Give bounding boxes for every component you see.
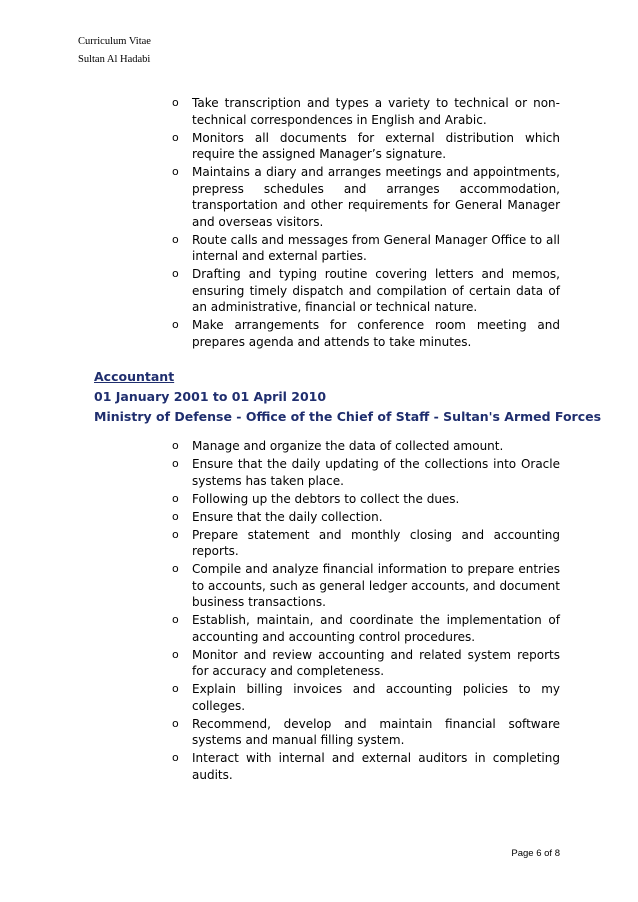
list-item-text: Prepare statement and monthly closing and accounting reports. [192, 527, 560, 558]
bullet-marker: o [172, 751, 179, 764]
page-number: Page 6 of 8 [511, 848, 560, 859]
bullet-marker: o [172, 562, 179, 575]
bullet-marker: o [172, 96, 179, 109]
header-author-name: Sultan Al Hadabi [78, 54, 151, 65]
list-item [170, 266, 560, 316]
list-item [170, 681, 560, 714]
bullet-marker: o [172, 232, 179, 246]
job-dates: 01 January 2001 to 01 April 2010 [94, 389, 327, 404]
list-item-text: Compile and analyze financial information to prepare entries to accounts, such as general ledger accounts, and document business transactions. [192, 562, 560, 609]
bullet-marker: o [172, 716, 179, 730]
list-item-text: Establish, maintain, and coordinate the implementation of accounting and accounting control procedures. [192, 613, 560, 644]
job-section-accountant [94, 367, 601, 427]
list-item [170, 456, 560, 489]
list-item [170, 750, 560, 783]
list-item [170, 527, 560, 560]
list-item-text: Monitors all documents for external distribution which require the assigned Manager’s signature. [192, 130, 560, 161]
bullet-marker: o [172, 647, 179, 661]
list-item-text: Drafting and typing routine covering letters and memos, ensuring timely dispatch and compilation of certain data of an administrative, financial or technical nature. [192, 267, 560, 314]
list-item-text: Explain billing invoices and accounting policies to my colleges. [192, 682, 560, 713]
bullet-marker: o [172, 267, 179, 280]
accountant-duties-list [170, 438, 560, 785]
bullet-marker: o [172, 491, 179, 505]
list-item [170, 561, 560, 611]
list-item [170, 647, 560, 680]
bullet-marker: o [172, 130, 179, 144]
job-title: Accountant [94, 369, 175, 384]
list-item [170, 438, 560, 455]
job-employer: Ministry of Defense - Office of the Chief of Staff - Sultan's Armed Forces [94, 409, 602, 424]
list-item [170, 317, 560, 350]
bullet-marker: o [172, 613, 179, 626]
list-item [170, 491, 560, 508]
list-item [170, 612, 560, 645]
page-header [78, 33, 151, 69]
list-item-text: Ensure that the daily updating of the collections into Oracle systems has taken place. [192, 457, 560, 488]
list-item [170, 95, 560, 128]
bullet-marker: o [172, 509, 179, 523]
list-item [170, 232, 560, 265]
previous-duties-list [170, 95, 560, 352]
list-item-text: Following up the debtors to collect the dues. [192, 491, 460, 506]
list-item-text: Recommend, develop and maintain financial software systems and manual filling system. [192, 716, 560, 747]
list-item [170, 130, 560, 163]
list-item [170, 509, 560, 526]
list-item-text: Make arrangements for conference room meeting and prepares agenda and attends to take minutes. [192, 318, 560, 349]
list-item-text: Take transcription and types a variety to technical or non-technical correspondences in English and Arabic. [192, 96, 560, 127]
bullet-marker: o [172, 682, 179, 695]
list-item-text: Ensure that the daily collection. [192, 509, 383, 524]
bullet-marker: o [172, 318, 179, 331]
list-item [170, 716, 560, 749]
list-item [170, 164, 560, 230]
header-document-title: Curriculum Vitae [78, 36, 151, 47]
bullet-marker: o [172, 439, 179, 452]
list-item-text: Monitor and review accounting and related system reports for accuracy and completeness. [192, 647, 560, 678]
list-item-text: Route calls and messages from General Manager Office to all internal and external parties. [192, 232, 560, 263]
bullet-marker: o [172, 457, 179, 470]
bullet-marker: o [172, 165, 179, 178]
list-item-text: Manage and organize the data of collected amount. [192, 439, 504, 453]
list-item-text: Interact with internal and external auditors in completing audits. [192, 751, 560, 782]
list-item-text: Maintains a diary and arranges meetings and appointments, prepress schedules and arranges accommodation, transportation and other requirements for General Manager and overseas visitors. [192, 165, 560, 229]
bullet-marker: o [172, 527, 179, 541]
